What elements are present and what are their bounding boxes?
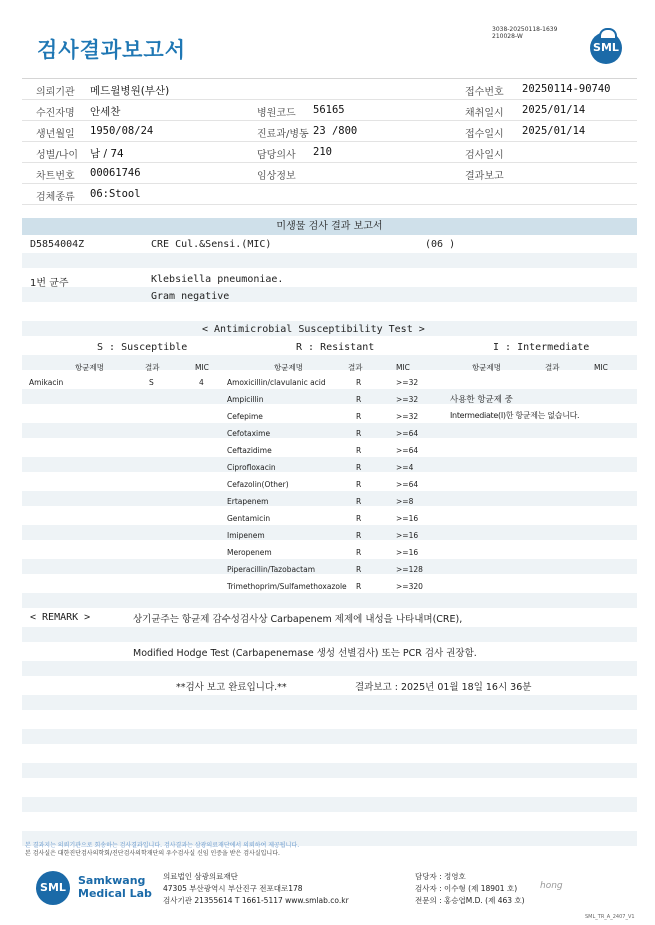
- value-chart-number: 00061746: [90, 167, 141, 179]
- report-complete: **검사 보고 완료입니다.**: [176, 682, 287, 693]
- ast-title: < Antimicrobial Susceptibility Test >: [202, 324, 425, 335]
- result-value: R: [356, 531, 362, 540]
- document-id-line2: 210028-W: [492, 33, 523, 40]
- value-hospital-code: 56165: [313, 104, 345, 116]
- result-value: R: [356, 412, 362, 421]
- band: [22, 491, 637, 506]
- band: [22, 253, 637, 268]
- value-department-ward: 23 /800: [313, 125, 358, 137]
- footer-logo-text: SML: [40, 881, 66, 894]
- mic-value: >=64: [396, 480, 419, 489]
- result-value: R: [356, 565, 362, 574]
- footer-notice-2: 본 검사실은 대한진단검사의학회/진단검사의학재단의 우수검사실 신임 인증을 받은 검사실입니다.: [25, 850, 280, 857]
- gram-stain: Gram negative: [151, 291, 230, 302]
- info-row: [22, 121, 637, 142]
- drug-name: Ampicillin: [227, 395, 264, 404]
- brand-line1: Samkwang: [78, 874, 146, 887]
- legend-resistant: R : Resistant: [296, 342, 375, 353]
- col-mic-header: MIC: [195, 363, 209, 372]
- footer-signatories: [415, 871, 525, 907]
- info-row: [22, 163, 637, 184]
- drug-name: Amoxicillin/clavulanic acid: [227, 378, 326, 387]
- footer-address: [163, 871, 349, 907]
- remark-line1: 상기균주는 항균제 감수성검사상 Carbapenem 제제에 내성을 나타내며(CRE),: [133, 614, 463, 625]
- label-clinical-info: 임상정보: [257, 171, 296, 182]
- note-line1: 사용한 항균제 중: [450, 395, 513, 405]
- logo-text: SML: [593, 41, 619, 54]
- label-doctor: 담당의사: [257, 150, 296, 161]
- band: [22, 389, 637, 404]
- label-chart-number: 차트번호: [36, 171, 75, 182]
- mic-value: >=8: [396, 497, 414, 506]
- drug-name: Cefotaxime: [227, 429, 271, 438]
- organism-name: Klebsiella pneumoniae.: [151, 274, 284, 285]
- mic-value: >=320: [396, 582, 423, 591]
- value-receipt-date: 2025/01/14: [522, 125, 586, 137]
- result-value: R: [356, 429, 362, 438]
- info-row: [22, 100, 637, 121]
- label-department-ward: 진료과/병동: [257, 129, 309, 140]
- mic-value: >=16: [396, 514, 419, 523]
- band: [22, 423, 637, 438]
- drug-name: Meropenem: [227, 548, 272, 557]
- result-value: R: [356, 395, 362, 404]
- signatory-line2: 검사자 : 이수형 (제 18901 호): [415, 884, 518, 893]
- legend-susceptible: S : Susceptible: [97, 342, 188, 353]
- band: [22, 729, 637, 744]
- label-requesting-institution: 의뢰기관: [36, 87, 75, 98]
- label-birth-date: 생년월일: [36, 129, 75, 140]
- handwritten-signature: hong: [540, 881, 563, 891]
- result-value: S: [149, 378, 154, 387]
- value-specimen-type: 06:Stool: [90, 188, 141, 200]
- info-row: [22, 142, 637, 163]
- mic-value: >=16: [396, 531, 419, 540]
- mic-value: 4: [199, 378, 204, 387]
- label-hospital-code: 병원코드: [257, 108, 296, 119]
- col-result-header: 결과: [145, 363, 160, 372]
- drug-name: Imipenem: [227, 531, 265, 540]
- band: [22, 593, 637, 608]
- brand-name: [78, 874, 152, 900]
- col-drug-header: 항균제명: [472, 363, 501, 372]
- col-drug-header: 항균제명: [274, 363, 303, 372]
- brand-line2: Medical Lab: [78, 887, 152, 900]
- value-birth-date: 1950/08/24: [90, 125, 154, 137]
- label-specimen-type: 검체종류: [36, 192, 75, 203]
- result-value: R: [356, 548, 362, 557]
- value-doctor: 210: [313, 146, 332, 158]
- col-mic-header: MIC: [594, 363, 608, 372]
- label-test-date: 검사일시: [465, 150, 504, 161]
- label-sex-age: 성별/나이: [36, 150, 79, 161]
- mic-value: >=32: [396, 412, 419, 421]
- drug-name: Cefazolin(Other): [227, 480, 289, 489]
- page-title: 검사결과보고서: [37, 38, 187, 62]
- report-time: 결과보고 : 2025년 01월 18일 16시 36분: [355, 682, 532, 693]
- document-id: [492, 26, 557, 40]
- col-result-header: 결과: [545, 363, 560, 372]
- test-code: D5854004Z: [30, 239, 85, 250]
- form-code: SML_TR_A_2407_V1: [585, 914, 635, 920]
- mic-value: >=64: [396, 429, 419, 438]
- mic-value: >=32: [396, 395, 419, 404]
- signatory-line1: 담당자 : 정영호: [415, 872, 466, 881]
- mic-value: >=16: [396, 548, 419, 557]
- value-receipt-number: 20250114-90740: [522, 83, 611, 95]
- label-receipt-number: 접수번호: [465, 87, 504, 98]
- value-sex-age: 남 / 74: [90, 148, 124, 160]
- drug-name: Ertapenem: [227, 497, 269, 506]
- result-value: R: [356, 446, 362, 455]
- band: [22, 525, 637, 540]
- info-row: [22, 184, 637, 205]
- drug-name: Ciprofloxacin: [227, 463, 276, 472]
- result-value: R: [356, 514, 362, 523]
- band: [22, 287, 637, 302]
- col-mic-header: MIC: [396, 363, 410, 372]
- col-drug-header: 항균제명: [75, 363, 104, 372]
- drug-name: Trimethoprim/Sulfamethoxazole: [227, 582, 347, 591]
- result-value: R: [356, 480, 362, 489]
- band: [22, 559, 637, 574]
- footer-notice-1: 본 결과지는 의뢰기관으로 회송하는 검사결과입니다. 검사결과는 삼광의료재단에서 의뢰하여 제공됩니다.: [25, 842, 300, 849]
- mic-value: >=64: [396, 446, 419, 455]
- band: [22, 797, 637, 812]
- signatory-line3: 전문의 : 홍승엽M.D. (제 463 호): [415, 896, 525, 905]
- mic-value: >=32: [396, 378, 419, 387]
- sml-footer-logo: [36, 871, 70, 905]
- section-title: 미생물 검사 결과 보고서: [22, 218, 637, 235]
- address-line2: 47305 부산광역시 부산진구 전포대로178: [163, 884, 303, 893]
- band: [22, 627, 637, 642]
- note-line2: Intermediate(I)한 항균제는 없습니다.: [450, 411, 580, 420]
- address-line3: 검사기관 21355614 T 1661-5117 www.smlab.co.kr: [163, 896, 349, 905]
- mic-value: >=4: [396, 463, 414, 472]
- band: [22, 457, 637, 472]
- result-value: R: [356, 378, 362, 387]
- col-result-header: 결과: [348, 363, 363, 372]
- test-number: (06 ): [425, 239, 456, 250]
- patient-info-table: [22, 78, 637, 205]
- value-requesting-institution: 메드윌병원(부산): [90, 85, 170, 97]
- label-result-report: 결과보고: [465, 171, 504, 182]
- label-receipt-date: 접수일시: [465, 129, 504, 140]
- band: [22, 661, 637, 676]
- mic-value: >=128: [396, 565, 423, 574]
- remark-line2: Modified Hodge Test (Carbapenemase 생성 선별검사) 또는 PCR 검사 권장함.: [133, 648, 477, 659]
- result-value: R: [356, 463, 362, 472]
- sml-logo: [590, 32, 622, 64]
- drug-name: Amikacin: [29, 378, 64, 387]
- address-line1: 의료법인 삼광의료재단: [163, 872, 238, 881]
- info-row: [22, 79, 637, 100]
- remark-label: < REMARK >: [30, 612, 91, 623]
- band: [22, 695, 637, 710]
- value-patient-name: 안세찬: [90, 106, 121, 118]
- band: [22, 763, 637, 778]
- drug-name: Ceftazidime: [227, 446, 272, 455]
- value-collection-date: 2025/01/14: [522, 104, 586, 116]
- drug-name: Cefepime: [227, 412, 263, 421]
- drug-name: Gentamicin: [227, 514, 271, 523]
- test-name: CRE Cul.&Sensi.(MIC): [151, 239, 272, 250]
- drug-name: Piperacillin/Tazobactam: [227, 565, 316, 574]
- organism-label: 1번 균주: [30, 278, 69, 289]
- result-value: R: [356, 497, 362, 506]
- legend-intermediate: I : Intermediate: [493, 342, 590, 353]
- label-patient-name: 수진자명: [36, 108, 75, 119]
- document-id-line1: 3038-20250118-1639: [492, 26, 558, 33]
- result-value: R: [356, 582, 362, 591]
- label-collection-date: 채취일시: [465, 108, 504, 119]
